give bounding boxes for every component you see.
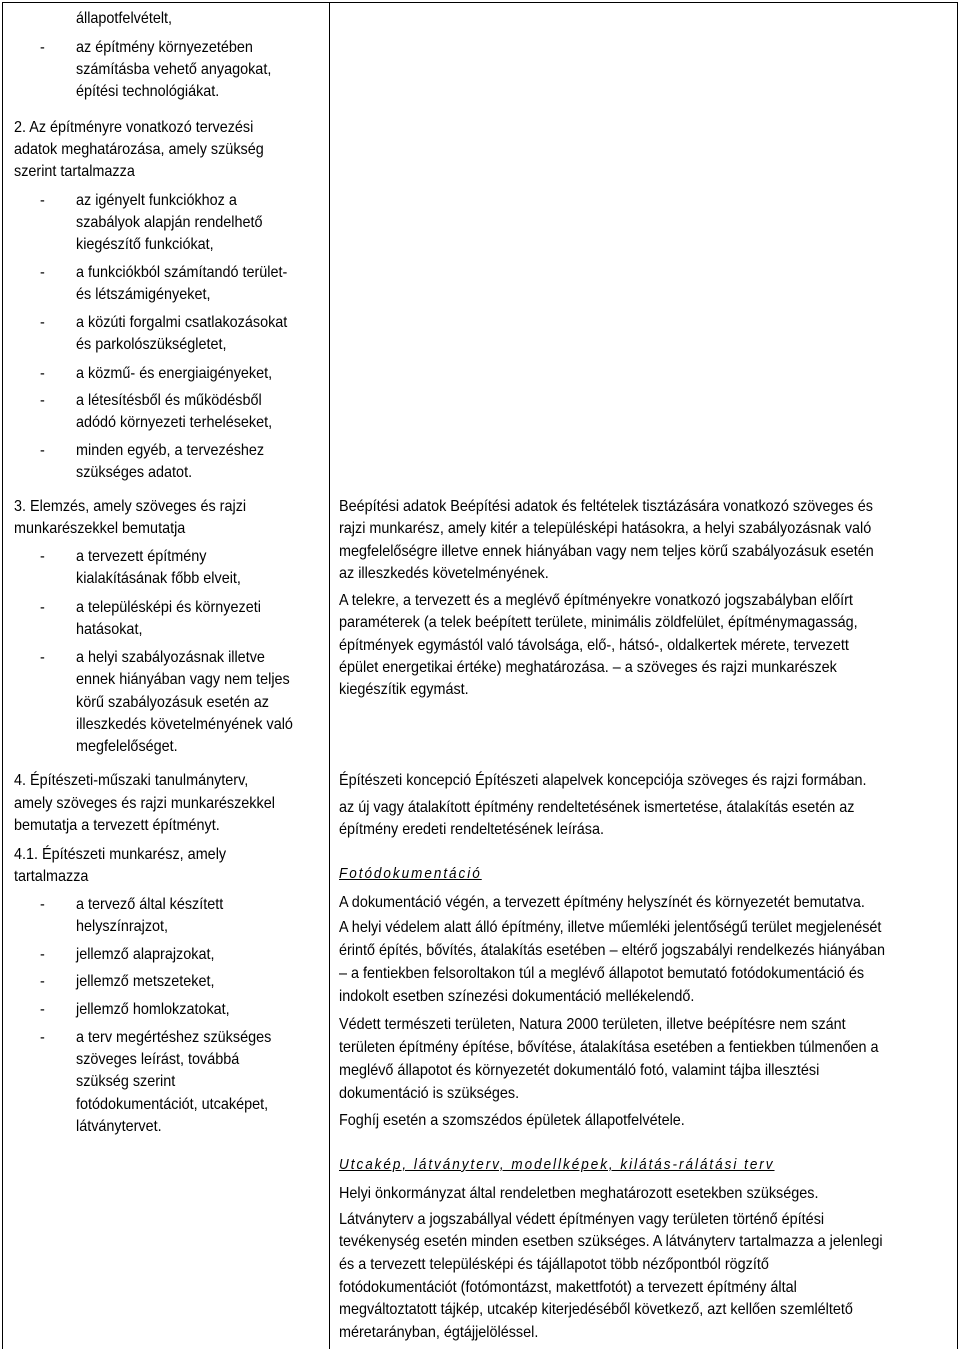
table-column-divider	[329, 2, 330, 1349]
list-item-line: és létszámigényeket,	[76, 286, 211, 303]
text-line: épület energetikai értéke) meghatározása. – a szöveges és rajzi munkarészek	[339, 659, 837, 676]
table-left-border	[2, 2, 3, 1349]
list-dash: -	[40, 649, 45, 666]
list-dash: -	[40, 946, 45, 963]
text-line: megfelelőségre illetve ennek hiányában vagy nem teljes körű szabályozásuk esetén	[339, 543, 874, 560]
text-line: Építészeti koncepció Építészeti alapelvek koncepciója szöveges és rajzi formában.	[339, 772, 867, 789]
text-line: tevékenység esetén minden esetben szükséges. A látványterv tartalmazza a jelenlegi	[339, 1233, 883, 1250]
list-item-line: szükséges adatot.	[76, 464, 193, 481]
list-dash: -	[40, 973, 45, 990]
list-item-line: jellemző metszeteket,	[76, 973, 215, 990]
text-line: az illeszkedés követelményének.	[339, 565, 549, 582]
section-3-heading: 3. Elemzés, amely szöveges és rajzi	[14, 498, 247, 515]
utcakep-subheading: Utcakép, látványterv, modellképek, kilátás-rálátási terv	[339, 1156, 775, 1173]
list-dash: -	[40, 192, 45, 209]
text-line: indokolt esetben színezési dokumentáció mellékelendő.	[339, 988, 695, 1005]
text-line: méretarányban, égtájjelöléssel.	[339, 1324, 539, 1341]
list-dash: -	[40, 392, 45, 409]
list-item-line: illeszkedés követelményének való	[76, 716, 293, 733]
list-item-line: jellemző alaprajzokat,	[76, 946, 215, 963]
section-4-heading: 4. Építészeti-műszaki tanulmányterv,	[14, 772, 249, 789]
list-item-line: szabályok alapján rendelhető	[76, 214, 263, 231]
list-dash: -	[40, 314, 45, 331]
list-item-line: minden egyéb, a tervezéshez	[76, 442, 265, 459]
section-4-heading: amely szöveges és rajzi munkarészekkel	[14, 795, 275, 812]
text-line: A helyi védelem alatt álló építmény, illetve műemléki jelentőségű terület megjelenését	[339, 919, 882, 936]
table-right-border	[957, 2, 958, 1349]
list-item-line: a létesítésből és működésből	[76, 392, 262, 409]
text-line: területen építmény építése, bővítése, átalakítása esetében a fentiekben túlmenően a	[339, 1039, 879, 1056]
text-line: Védett természeti területen, Natura 2000 területen, illetve beépítésre nem szánt	[339, 1016, 846, 1033]
list-item-line: kialakításának főbb elveit,	[76, 570, 241, 587]
list-item-line: látványtervet.	[76, 1118, 162, 1135]
list-dash: -	[40, 1029, 45, 1046]
list-item-line: az igényelt funkciókhoz a	[76, 192, 237, 209]
text-line: Helyi önkormányzat által rendeletben meghatározott esetekben szükséges.	[339, 1185, 819, 1202]
text-line: paraméterek (a telek beépített területe, minimális zöldfelület, építménymagasság,	[339, 614, 858, 631]
list-item-line: a terv megértéshez szükséges	[76, 1029, 272, 1046]
section-4-1-heading: tartalmazza	[14, 868, 89, 885]
text-line: – a fentiekben felsoroltakon túl a meglévő állapotot bemutató fotódokumentáció és	[339, 965, 865, 982]
text-line: A dokumentáció végén, a tervezett építmény helyszínét és környezetét bemutatva.	[339, 894, 865, 911]
section-4-heading: bemutatja a tervezett építményt.	[14, 817, 220, 834]
text-line: és a tervezett településképi és tájállapotot több nézőpontból rögzítő	[339, 1256, 769, 1273]
text-line: fotódokumentációt (fotómontázst, makettfotót) a tervezett építmény által	[339, 1279, 797, 1296]
text-line: építmény eredeti rendeltetésének leírása.	[339, 821, 604, 838]
list-item-line: jellemző homlokzatokat,	[76, 1001, 230, 1018]
list-dash: -	[40, 442, 45, 459]
text-line: Látványterv a jogszabállyal védett építményen vagy területen történő építési	[339, 1211, 825, 1228]
list-dash: -	[40, 264, 45, 281]
section-2-heading: adatok meghatározása, amely szükség	[14, 141, 264, 158]
text-line: rajzi munkarész, amely kitér a településképi hatásokra, a helyi szabályozásnak való	[339, 520, 872, 537]
text-line: kiegészítik egymást.	[339, 681, 469, 698]
text-line: Foghíj esetén a szomszédos épületek állapotfelvétele.	[339, 1112, 685, 1129]
text-line: dokumentáció is szükséges.	[339, 1085, 520, 1102]
text-line: építmények egymástól való távolsága, elő-, hátsó-, oldalkertek mérete, tervezett	[339, 637, 849, 654]
list-item-line: számításba vehető anyagokat,	[76, 61, 272, 78]
text-line: megváltoztatott tájkép, utcakép kiterjedéséből következő, azt kellően szemléltető	[339, 1301, 853, 1318]
text-line: állapotfelvételt,	[76, 10, 173, 27]
section-3-heading: munkarészekkel bemutatja	[14, 520, 186, 537]
list-item-line: körű szabályozásuk esetén az	[76, 694, 269, 711]
section-4-1-heading: 4.1. Építészeti munkarész, amely	[14, 846, 227, 863]
list-dash: -	[40, 548, 45, 565]
table-top-border	[2, 2, 957, 3]
section-2-heading: 2. Az építményre vonatkozó tervezési	[14, 119, 254, 136]
section-2-heading: szerint tartalmazza	[14, 163, 135, 180]
list-item-line: a közúti forgalmi csatlakozásokat	[76, 314, 288, 331]
list-item-line: kiegészítő funkciókat,	[76, 236, 214, 253]
list-dash: -	[40, 365, 45, 382]
text-line: érintő építés, bővítés, átalakítás esetében – eltérő jogszabályi rendelkezés hiányában	[339, 942, 885, 959]
list-item-line: a közmű- és energiaigényeket,	[76, 365, 273, 382]
list-item-line: a tervező által készített	[76, 896, 224, 913]
list-item-line: hatásokat,	[76, 621, 143, 638]
list-item-line: szükség szerint	[76, 1073, 176, 1090]
list-item-line: adódó környezeti terheléseket,	[76, 414, 273, 431]
list-item-line: szöveges leírást, továbbá	[76, 1051, 240, 1068]
list-item-line: megfelelőséget.	[76, 738, 178, 755]
list-item-line: építési technológiákat.	[76, 83, 220, 100]
list-item-line: helyszínrajzot,	[76, 918, 169, 935]
list-dash: -	[40, 896, 45, 913]
list-dash: -	[40, 599, 45, 616]
list-item-line: a funkciókból számítandó terület-	[76, 264, 288, 281]
list-dash: -	[40, 39, 45, 56]
text-line: meglévő állapotot és környezetét dokumentáló fotó, valamint tájba illesztési	[339, 1062, 820, 1079]
list-dash: -	[40, 1001, 45, 1018]
list-item-line: a tervezett építmény	[76, 548, 207, 565]
list-item-line: az építmény környezetében	[76, 39, 253, 56]
list-item-line: fotódokumentációt, utcaképet,	[76, 1096, 269, 1113]
text-line: A telekre, a tervezett és a meglévő építményekre vonatkozó jogszabályban előírt	[339, 592, 853, 609]
list-item-line: és parkolószükségletet,	[76, 336, 227, 353]
list-item-line: a helyi szabályozásnak illetve	[76, 649, 265, 666]
list-item-line: a településképi és környezeti	[76, 599, 261, 616]
text-line: Beépítési adatok Beépítési adatok és feltételek tisztázására vonatkozó szöveges és	[339, 498, 873, 515]
text-line: az új vagy átalakított építmény rendeltetésének ismertetése, átalakítás esetén az	[339, 799, 855, 816]
fotodokumentacio-subheading: Fotódokumentáció	[339, 865, 482, 882]
list-item-line: ennek hiányában vagy nem teljes	[76, 671, 290, 688]
